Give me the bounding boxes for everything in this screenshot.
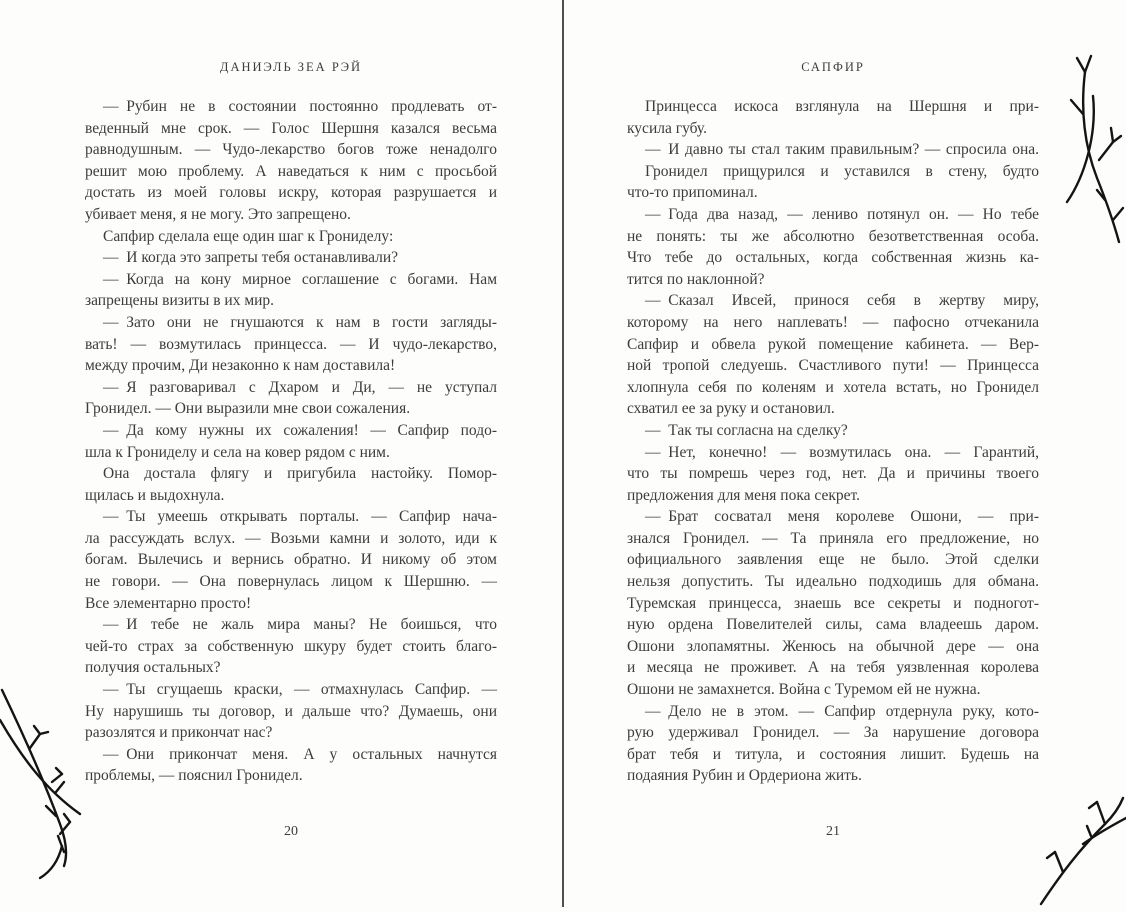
- text-line: предложения для меня пока секрет.: [627, 486, 860, 504]
- paragraph: [627, 139, 1039, 161]
- text-line: — И когда это запреты тебя останавливали?: [103, 249, 399, 267]
- text-line: — Нет, конечно! — возмутилась она. — Гарантий,: [645, 443, 1039, 461]
- paragraph: [85, 463, 497, 506]
- paragraph: [85, 679, 497, 744]
- page-text-right: [627, 96, 1039, 787]
- text-line: — Сказал Ивсей, принося себя в жертву миру,: [645, 292, 1039, 310]
- page-number-right: 21: [826, 824, 840, 839]
- text-line: шла к Грониделу и села на ковер рядом с ним.: [85, 443, 390, 461]
- paragraph: [627, 420, 1039, 442]
- text-line: Туремская принцесса, знаешь все секреты и подногот-: [627, 594, 1039, 612]
- text-line: достать из моей головы искру, которая разрушается и: [85, 184, 497, 202]
- text-line: — Когда на кону мирное соглашение с богами. Нам: [103, 270, 497, 288]
- page-number-left: 20: [284, 824, 298, 839]
- text-line: — И тебе не жаль мира маны? Не боишься, что: [103, 616, 497, 634]
- text-line: Ну нарушишь ты договор, и дальше что? Думаешь, они: [85, 702, 497, 720]
- text-line: Она достала флягу и пригубила настойку. Помор-: [103, 465, 497, 483]
- paragraph: [85, 269, 497, 312]
- text-line: ла рассуждать вслух. — Возьми камни и золото, иди к: [85, 529, 497, 547]
- paragraph: [85, 226, 497, 248]
- text-line: вать! — возмутилась принцесса. — И чудо-лекарство,: [85, 335, 497, 353]
- text-line: убивает меня, я не могу. Это запрещено.: [85, 205, 351, 223]
- text-line: Гронидел прищурился и уставился в стену, будто: [645, 162, 1039, 180]
- running-head-right: САПФИР: [801, 60, 865, 74]
- text-line: — Зато они не гнушаются к нам в гости загляды-: [103, 313, 497, 331]
- text-line: что ты помрешь через год, нет. Да и причины твоего: [627, 465, 1039, 483]
- text-line: не понять: ты же абсолютно безответственная особа.: [627, 227, 1039, 245]
- paragraph: [627, 204, 1039, 290]
- paragraph: [627, 442, 1039, 507]
- paragraph: [627, 506, 1039, 700]
- text-line: подаяния Рубин и Ордериона жить.: [627, 767, 862, 785]
- text-line: Все элементарно просто!: [85, 594, 252, 612]
- paragraph: [85, 506, 497, 614]
- text-line: Ошони злопамятны. Женюсь на обычной дере — она: [627, 637, 1039, 655]
- branch-sketch-icon: [0, 686, 92, 887]
- paragraph: [85, 744, 497, 787]
- text-line: богам. Вылечись и вернись обратно. И никому об этом: [85, 551, 497, 569]
- text-line: кусила губу.: [627, 119, 707, 137]
- text-line: официального заявления еще не было. Этой сделки: [627, 551, 1039, 569]
- text-line: — Я разговаривал с Дхаром и Ди, — не уступал: [103, 378, 497, 396]
- paragraph: [627, 290, 1039, 420]
- text-line: не говори. — Она повернулась лицом к Шершню. —: [85, 573, 497, 591]
- text-line: получия остальных?: [85, 659, 221, 677]
- page-divider-line: [562, 0, 564, 907]
- text-line: — Брат сосватал меня королеве Ошони, — при-: [645, 508, 1039, 526]
- text-line: Ошони не замахнется. Война с Туремом ей не нужна.: [627, 681, 981, 699]
- text-line: рую удерживал Гронидел. — За нарушение договора: [627, 724, 1039, 742]
- running-head-left: ДАНИЭЛЬ ЗЕА РЭЙ: [219, 60, 363, 74]
- text-line: и месяца не проживет. А на тебя уязвленная королева: [627, 659, 1039, 677]
- text-line: щилась и выдохнула.: [85, 486, 225, 504]
- text-line: — Дело не в этом. — Сапфир отдернула руку, кото-: [645, 702, 1039, 720]
- text-line: Сапфир и обвела рукой помещение кабинета. — Вер-: [627, 335, 1039, 353]
- branch-sketch-icon: [1055, 50, 1126, 250]
- text-line: между прочим, Ди незаконно к нам доставила!: [85, 357, 396, 375]
- text-line: решит мою проблему. А наведаться к ним с просьбой: [85, 162, 497, 180]
- text-line: — Они прикончат меня. А у остальных начнутся: [103, 745, 497, 763]
- paragraph: [85, 247, 497, 269]
- text-line: — И давно ты стал таким правильным? — спросила она.: [645, 141, 1039, 159]
- paragraph: [627, 701, 1039, 787]
- paragraph: [85, 377, 497, 420]
- text-line: разозлятся и прикончат нас?: [85, 724, 273, 742]
- branch-sketch-icon: [1035, 790, 1126, 912]
- text-line: — Да кому нужны их сожаления! — Сапфир подо-: [103, 421, 497, 439]
- text-line: знался Гронидел. — Та приняла его предложение, но: [627, 529, 1039, 547]
- text-line: схватил ее за руку и остановил.: [627, 400, 835, 418]
- paragraph: [85, 312, 497, 377]
- text-line: что-то припоминал.: [627, 184, 758, 202]
- text-line: равнодушным. — Чудо-лекарство богов тоже ненадолго: [85, 141, 497, 159]
- text-line: которому на него наплевать! — пафосно отчеканила: [627, 313, 1039, 331]
- text-line: брат тебя и титула, и состояния лишит. Будешь на: [627, 745, 1039, 763]
- text-line: Принцесса искоса взглянула на Шершня и при-: [645, 98, 1039, 115]
- paragraph: [85, 96, 497, 226]
- text-line: ную ордена Повелителей силы, сама владеешь даром.: [627, 616, 1039, 634]
- paragraph: [627, 96, 1039, 139]
- text-line: Сапфир сделала еще один шаг к Грониделу:: [103, 227, 394, 245]
- text-line: тится по наклонной?: [627, 270, 765, 288]
- paragraph: [85, 614, 497, 679]
- text-line: — Ты умеешь открывать порталы. — Сапфир нача-: [103, 508, 497, 526]
- text-line: нельзя допустить. Ты идеально подходишь для обмана.: [627, 573, 1039, 591]
- text-line: хлопнула себя по коленям и хотела встать, но Гронидел: [627, 378, 1039, 396]
- text-line: проблемы, — пояснил Гронидел.: [85, 767, 303, 785]
- paragraph: [85, 420, 497, 463]
- text-line: веденный мне срок. — Голос Шершня казался весьма: [85, 119, 497, 137]
- paragraph: [627, 161, 1039, 204]
- text-line: Гронидел. — Они выразили мне свои сожаления.: [85, 400, 411, 418]
- page-text-left: [85, 96, 497, 787]
- text-line: — Года два назад, — лениво потянул он. — Но тебе: [645, 205, 1039, 223]
- text-line: — Рубин не в состоянии постоянно продлевать от-: [103, 98, 497, 115]
- text-line: запрещены визиты в их мир.: [85, 292, 275, 310]
- text-line: Что тебе до остальных, когда собственная жизнь ка-: [627, 249, 1039, 267]
- text-line: чей-то страх за собственную шкуру будет стоить благо-: [85, 637, 497, 655]
- text-line: — Так ты согласна на сделку?: [645, 421, 848, 439]
- text-line: — Ты сгущаешь краски, — отмахнулась Сапфир. —: [103, 681, 497, 699]
- text-line: ной тропой следуешь. Счастливого пути! — Принцесса: [627, 357, 1039, 375]
